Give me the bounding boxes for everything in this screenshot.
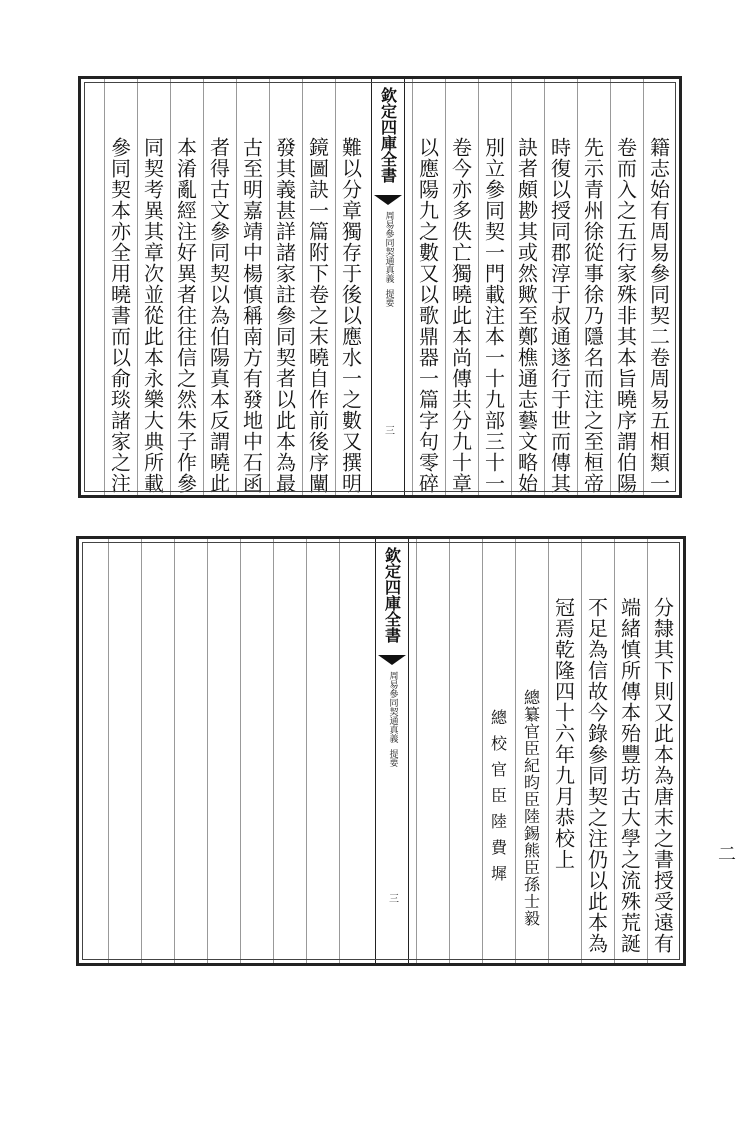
banxin-subtitle: 周易參同契通真義	[387, 671, 398, 743]
bottom-page	[76, 536, 686, 966]
text-column: 分隸其下則又此本為唐末之書授受遠有	[647, 539, 677, 963]
text-column	[141, 539, 171, 963]
banxin-folio: 三	[382, 425, 394, 435]
text-column: 端緒慎所傳本殆豐坊古大學之流殊荒誕	[614, 539, 644, 963]
banxin-center-column	[375, 539, 409, 963]
text-column	[416, 539, 446, 963]
banxin-sub-label: 提要	[383, 289, 394, 307]
text-column: 難以分章獨存于後以應水一之數又撰明	[335, 79, 365, 495]
banxin-folio: 三	[386, 893, 398, 903]
text-column: 冠焉乾隆四十六年九月恭校上	[548, 539, 578, 963]
text-column	[207, 539, 237, 963]
text-column: 本淆亂經注好異者往往信之然朱子作參	[170, 79, 200, 495]
text-column: 訣者頗尠其或然歟至鄭樵通志藝文略始	[511, 79, 541, 495]
text-column	[306, 539, 336, 963]
text-column: 時復以授同郡淳于叔通遂行于世而傳其	[544, 79, 574, 495]
text-column: 發其義甚詳諸家註參同契者以此本為最	[269, 79, 299, 495]
text-column: 卷而入之五行家殊非其本旨曉序謂伯陽	[610, 79, 640, 495]
text-column: 總校官臣陸費墀	[482, 539, 512, 963]
text-column: 古至明嘉靖中楊慎稱南方有發地中石函	[236, 79, 266, 495]
text-column	[108, 539, 138, 963]
fish-tail-icon	[378, 655, 406, 665]
text-column: 籍志始有周易參同契二卷周易五相類一	[643, 79, 673, 495]
text-column: 卷今亦多佚亡獨曉此本尚傳共分九十章	[445, 79, 475, 495]
text-column: 不足為信故今錄參同契之注仍以此本為	[581, 539, 611, 963]
text-column	[339, 539, 369, 963]
fish-tail-icon	[374, 195, 402, 205]
text-column: 者得古文參同契以為伯陽真本反謂曉此	[203, 79, 233, 495]
banxin-title: 欽定四庫全書	[378, 87, 398, 183]
banxin-center-column	[371, 79, 405, 495]
text-column	[273, 539, 303, 963]
text-column	[174, 539, 204, 963]
text-column	[240, 539, 270, 963]
text-column: 別立參同契一門載注本一十九部三十一	[478, 79, 508, 495]
banxin-title: 欽定四庫全書	[382, 547, 402, 643]
side-page-mark: 二	[718, 844, 736, 865]
banxin-subtitle: 周易參同契通真義	[383, 211, 394, 283]
text-column: 以應陽九之數又以歌鼎器一篇字句零碎	[412, 79, 442, 495]
text-column: 總纂官臣紀昀臣陸錫熊臣孫士毅	[515, 539, 545, 963]
text-column: 參同契本亦全用曉書而以俞琰諸家之注	[104, 79, 134, 495]
top-page	[78, 76, 682, 498]
text-column	[449, 539, 479, 963]
text-column: 鏡圖訣一篇附下卷之末曉自作前後序闡	[302, 79, 332, 495]
text-column: 先示青州徐從事徐乃隱名而注之至桓帝	[577, 79, 607, 495]
text-column: 同契考異其章次並從此本永樂大典所載	[137, 79, 167, 495]
banxin-sub-label: 提要	[387, 749, 398, 767]
